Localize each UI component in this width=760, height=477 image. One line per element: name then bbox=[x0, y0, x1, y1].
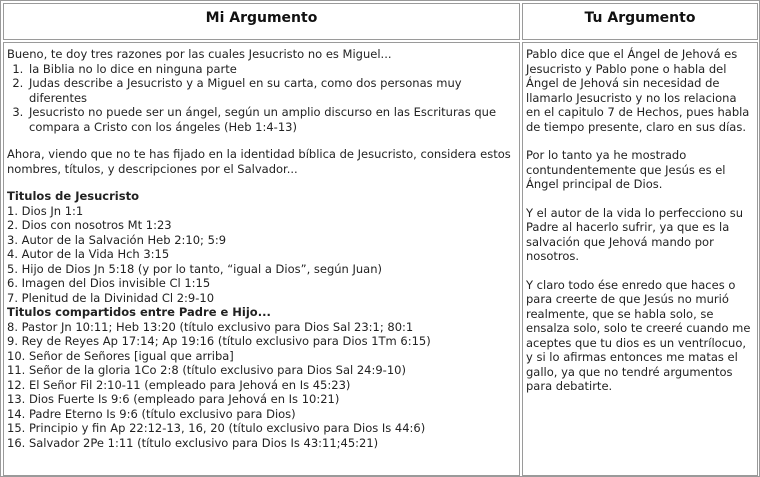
title-item: 3. Autor de la Salvación Heb 2:10; 5:9 bbox=[7, 232, 227, 247]
right-paragraph: Y el autor de la vida lo perfecciono su Padre al hacerlo sufrir, ya que es la salvación que Jehová mando por nosotros. bbox=[526, 205, 744, 263]
title-item: 6. Imagen del Dios invisible Cl 1:15 bbox=[7, 276, 211, 290]
intro-text: Bueno, te doy tres razones por las cuales Jesucristo no es Miguel... bbox=[7, 47, 392, 61]
shared-title-item: 10. Señor de Señores [igual que arriba] bbox=[7, 348, 234, 363]
title-item: 5. Hijo de Dios Jn 5:18 (y por lo tanto, “igual a Dios”, según Juan) bbox=[7, 261, 382, 276]
title-item: 4. Autor de la Vida Hch 3:15 bbox=[7, 247, 170, 261]
mi-argumento-content bbox=[7, 47, 515, 450]
header-right-label: Tu Argumento bbox=[584, 10, 696, 26]
shared-title-item: 15. Principio y fin Ap 22:12-13, 16, 20 (título exclusivo para Dios Is 44:6) bbox=[7, 421, 426, 435]
header-tu-argumento bbox=[522, 3, 758, 40]
reason-item: 3. Jesucristo no puede ser un ángel, según un amplio discurso en las Escrituras que compara a Cristo con los ángeles (Heb 1:4-13) bbox=[27, 105, 515, 134]
right-paragraph: Pablo dice que el Ángel de Jehová es Jesucristo y Pablo pone o habla del Ángel de Jehová sin necesidad de llamarlo Jesucristo y no los relaciona en el capitulo 7 de Hechos, pues habla de tiempo presente, claro en sus días. bbox=[526, 47, 750, 134]
shared-title-item: 14. Padre Eterno Is 9:6 (título exclusivo para Dios) bbox=[7, 406, 296, 421]
tu-argumento-content bbox=[526, 47, 753, 394]
shared-title-item: 13. Dios Fuerte Is 9:6 (empleado para Jehová en Is 10:21) bbox=[7, 392, 340, 406]
reason-item: 2. Judas describe a Jesucristo y a Miguel en su carta, como dos personas muy diferentes bbox=[27, 76, 515, 105]
title-item: 2. Dios con nosotros Mt 1:23 bbox=[7, 218, 172, 232]
reason-item: 1. la Biblia no lo dice en ninguna parte bbox=[27, 62, 515, 77]
title-item: 1. Dios Jn 1:1 bbox=[7, 203, 84, 218]
shared-titles-heading: Titulos compartidos entre Padre e Hijo... bbox=[7, 305, 271, 319]
paragraph-identity: Ahora, viendo que no te has fijado en la identidad bíblica de Jesucristo, considera estos nombres, títulos, y descripciones por el Salvador... bbox=[7, 147, 511, 176]
right-paragraph: Y claro todo ése enredo que haces o para creerte de que Jesús no murió realmente, que se habla solo, se ensalza solo, solo te creeré cuando me aceptes que tu dios es un ventrílocuo, y si lo afirmas entonces me matas el gallo, ya que no tendré argumentos para debatirte. bbox=[526, 277, 751, 393]
header-mi-argumento bbox=[3, 3, 520, 40]
right-paragraph: Por lo tanto ya he mostrado contundentemente que Jesús es el Ángel principal de Dios. bbox=[526, 148, 726, 191]
reasons-list bbox=[7, 62, 515, 135]
shared-title-item: 12. El Señor Fil 2:10-11 (empleado para Jehová en Is 45:23) bbox=[7, 377, 351, 392]
shared-title-item: 11. Señor de la gloria 1Co 2:8 (título exclusivo para Dios Sal 24:9-10) bbox=[7, 363, 406, 377]
titles-heading: Titulos de Jesucristo bbox=[7, 189, 139, 203]
mi-argumento-cell bbox=[3, 42, 520, 476]
title-item: 7. Plenitud de la Divinidad Cl 2:9-10 bbox=[7, 290, 215, 305]
shared-title-item: 8. Pastor Jn 10:11; Heb 13:20 (título exclusivo para Dios Sal 23:1; 80:1 bbox=[7, 319, 414, 334]
shared-title-item: 16. Salvador 2Pe 1:11 (título exclusivo para Dios Is 43:11;45:21) bbox=[7, 435, 379, 450]
tu-argumento-cell bbox=[522, 42, 758, 476]
titles-list bbox=[7, 204, 515, 306]
shared-title-item: 9. Rey de Reyes Ap 17:14; Ap 19:16 (título exclusivo para Dios 1Tm 6:15) bbox=[7, 334, 431, 348]
header-left-label: Mi Argumento bbox=[205, 10, 318, 26]
shared-titles-list bbox=[7, 320, 515, 451]
